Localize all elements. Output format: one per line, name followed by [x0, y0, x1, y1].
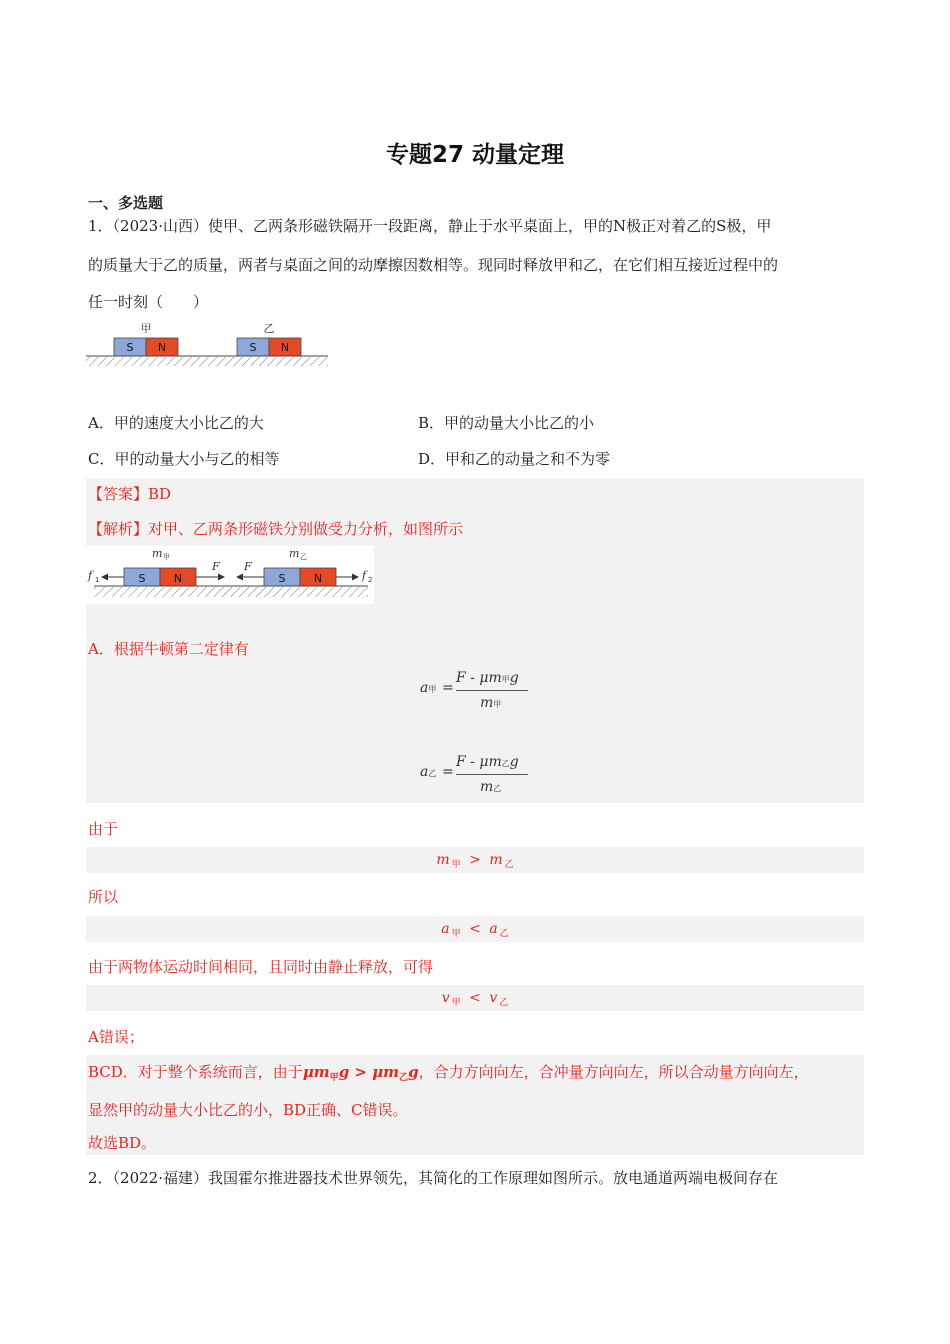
question-2-line-1: 2．（2022·福建）我国霍尔推进器技术世界领先，其简化的工作原理如图所示。放电通道两端电极间存在: [88, 1169, 778, 1187]
option-a[interactable]: A．甲的速度大小比乙的大: [88, 414, 264, 432]
inequality-3: [86, 990, 864, 1008]
eq1-equals: =: [442, 680, 454, 696]
ineq3-op: <: [469, 990, 481, 1006]
ineq1-b-sub: 乙: [504, 860, 514, 870]
eq2-lhs: a: [420, 764, 429, 780]
magnets-figure: [86, 318, 331, 370]
a-intro: A．根据牛顿第二定律有: [88, 640, 249, 658]
because-text: 由于: [88, 820, 119, 838]
option-d[interactable]: D．甲和乙的动量之和不为零: [418, 450, 611, 468]
eq1-numerator: F - μm: [456, 670, 502, 686]
force-b-label: F: [244, 560, 252, 573]
eq2-fraction-bar: [456, 774, 528, 775]
magnet-b-label: 乙: [263, 322, 275, 335]
ineq3-b: v: [489, 990, 498, 1006]
magnet-a-label: 甲: [140, 322, 152, 335]
eq1-denominator: m: [480, 695, 494, 711]
option-b[interactable]: B．甲的动量大小比乙的小: [418, 414, 595, 432]
eq1-lhs-sub: 甲: [428, 685, 437, 694]
analysis-line: 【解析】对甲、乙两条形磁铁分别做受力分析，如图所示: [88, 520, 464, 538]
friction-2-sub: 2: [368, 576, 373, 584]
force-a-label: F: [212, 560, 220, 573]
ineq2-a-sub: 甲: [451, 929, 461, 939]
bcd-expr-1-tail: g > μm: [338, 1063, 400, 1081]
ineq3-a: v: [441, 990, 450, 1006]
bcd-expr-2-sub: 乙: [399, 1073, 409, 1083]
friction-1-label: f: [88, 569, 93, 582]
eq2-lhs-sub: 乙: [428, 769, 437, 778]
so-text: 所以: [88, 888, 119, 906]
pole-n-label: N: [173, 572, 183, 585]
ineq1-b: m: [489, 852, 503, 868]
eq2-den-sub: 乙: [493, 784, 502, 793]
ineq2-b-sub: 乙: [499, 929, 509, 939]
pole-n-label: N: [313, 572, 323, 585]
a-wrong-text: A错误；: [88, 1028, 144, 1046]
ineq3-a-sub: 甲: [451, 998, 461, 1008]
inequality-1: [86, 852, 864, 870]
ineq1-a: m: [436, 852, 450, 868]
inequality-2: [86, 921, 864, 939]
friction-2-label: f: [362, 569, 367, 582]
eq2-equals: =: [442, 764, 454, 780]
question-1-line-2: 的质量大于乙的质量，两者与桌面之间的动摩擦因数相等。现同时释放甲和乙，在它们相互接近过程中的: [88, 256, 779, 274]
ineq2-a: a: [441, 921, 450, 937]
eq1-num-sub: 甲: [501, 675, 510, 684]
time-text: 由于两物体运动时间相同，且同时由静止释放，可得: [88, 958, 434, 976]
pole-s-label: S: [278, 572, 286, 585]
eq2-num-sub: 乙: [501, 759, 510, 768]
ineq1-op: >: [469, 852, 481, 868]
pole-n-label: N: [280, 341, 290, 354]
ineq1-a-sub: 甲: [451, 860, 461, 870]
eq2-denominator: m: [480, 779, 494, 795]
bcd-expr-1: μm: [302, 1063, 330, 1081]
pole-n-label: N: [157, 341, 167, 354]
bcd-line-1-pre: BCD．对于整个系统而言，由于: [88, 1063, 303, 1081]
bcd-expr-2-tail: g: [408, 1063, 419, 1081]
ineq2-op: <: [469, 921, 481, 937]
eq2-numerator: F - μm: [456, 754, 502, 770]
pole-s-label: S: [126, 341, 134, 354]
conclusion-text: 故选BD。: [88, 1134, 157, 1152]
pole-s-label: S: [138, 572, 146, 585]
equation-1: [418, 668, 538, 718]
mass-b-label: m: [289, 547, 300, 560]
equation-2: [418, 752, 538, 802]
mass-a-label: m: [152, 547, 163, 560]
eq1-fraction-bar: [456, 690, 528, 691]
bcd-line-1-post: ，合力方向向左，合冲量方向向左，所以合动量方向向左，: [418, 1063, 809, 1081]
option-c[interactable]: C．甲的动量大小与乙的相等: [88, 450, 280, 468]
question-1-line-1: 1．（2023·山西）使甲、乙两条形磁铁隔开一段距离，静止于水平桌面上，甲的N极正对着乙的S极，甲: [88, 217, 772, 235]
table-hatch: [86, 357, 328, 366]
bcd-line-2: 显然甲的动量大小比乙的小，BD正确、C错误。: [88, 1101, 408, 1119]
friction-1-sub: 1: [95, 576, 100, 584]
bcd-line-1: [88, 1061, 809, 1083]
eq1-den-sub: 甲: [493, 700, 502, 709]
section-heading: 一、多选题: [88, 194, 164, 212]
page-title: 专题27 动量定理: [385, 142, 564, 168]
ineq3-b-sub: 乙: [499, 998, 509, 1008]
mass-a-sub: 甲: [163, 553, 170, 561]
pole-s-label: S: [249, 341, 257, 354]
eq1-num-tail: g: [509, 670, 519, 686]
bcd-expr-1-sub: 甲: [329, 1073, 339, 1083]
table-hatch: [94, 587, 368, 597]
eq2-num-tail: g: [509, 754, 519, 770]
answer-line: 【答案】BD: [88, 485, 172, 503]
force-diagram: [86, 546, 374, 604]
eq1-lhs: a: [420, 680, 429, 696]
mass-b-sub: 乙: [300, 553, 307, 561]
ineq2-b: a: [489, 921, 498, 937]
question-1-line-3: 任一时刻（ ）: [88, 293, 209, 311]
